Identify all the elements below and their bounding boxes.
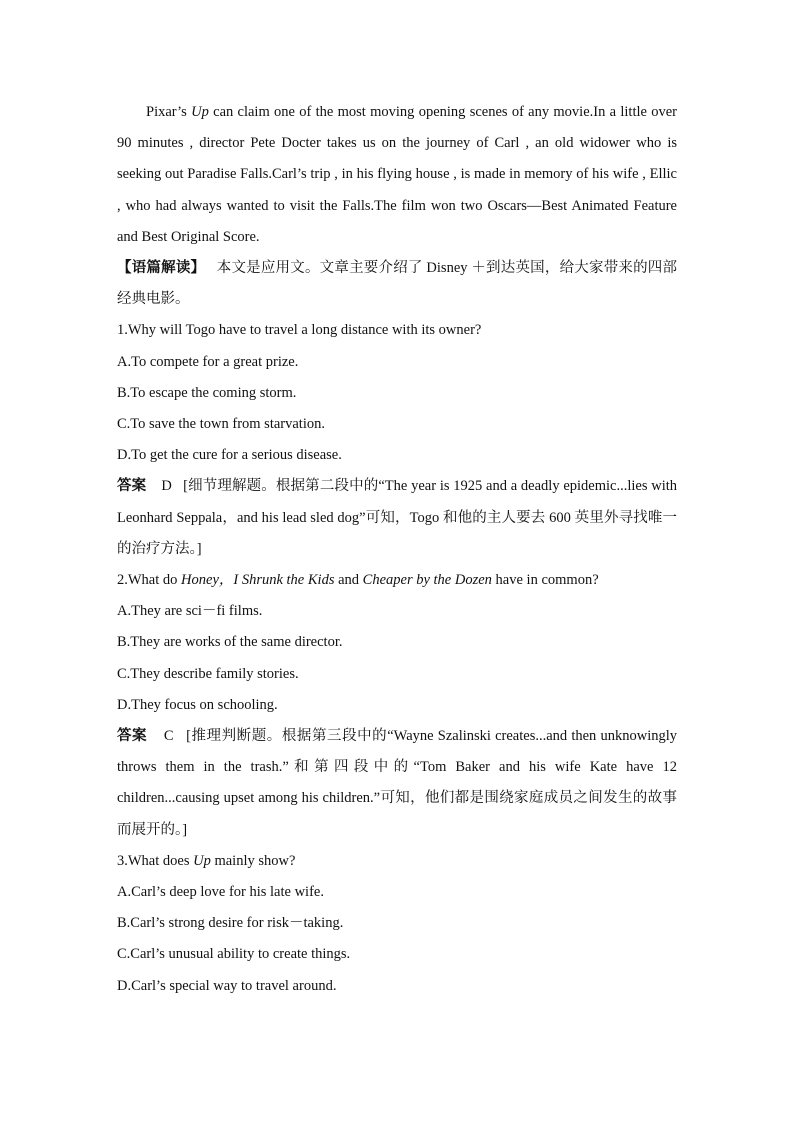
answer-label: 答案 bbox=[117, 478, 147, 495]
answer-explanation: [推理判断题。根据第三段中的“Wayne Szalinski creates...and then unknowingly throws them in the trash.”和第四段中的“Tom Baker and his wife Kate have 12 children...causing upset among his children.”可知，他们都是围绕家庭成员之间发生的故事而展开的。] bbox=[117, 728, 678, 838]
question-3-option-d: D.Carl’s special way to travel around. bbox=[117, 977, 337, 994]
question-3-stem bbox=[117, 846, 677, 877]
question-1-option-b: B.To escape the coming storm. bbox=[117, 384, 297, 401]
interpretation-label: 【语篇解读】 bbox=[117, 260, 206, 277]
question-2-option-c: C.They describe family stories. bbox=[117, 665, 299, 682]
movie-title-honey: Honey，I Shrunk the Kids bbox=[181, 572, 335, 589]
question-2-answer bbox=[117, 721, 677, 846]
interpretation-paragraph bbox=[117, 253, 677, 315]
question-1-answer bbox=[117, 471, 677, 565]
question-3-option-b: B.Carl’s strong desire for risk－taking. bbox=[117, 915, 344, 932]
passage-intro-rest: can claim one of the most moving opening scenes of any movie.In a little over 90 minutes , director Pete Docter takes us on the journey of Carl , an old widower who is seeking out Paradise Falls.Carl’s trip , in his flying house , is made in memory of his wife , Ellic , who had always wanted to visit the Falls.The film won two Oscars—Best Animated Feature and Best Original Score. bbox=[117, 104, 677, 245]
question-2-option-b: B.They are works of the same director. bbox=[117, 634, 343, 651]
movie-title-up: Up bbox=[193, 852, 211, 869]
question-3-option-a: A.Carl’s deep love for his late wife. bbox=[117, 884, 324, 901]
answer-letter: C bbox=[163, 728, 174, 745]
answer-explanation: [细节理解题。根据第二段中的“The year is 1925 and a deadly epidemic...lies with Leonhard Seppala，and his lead sled dog”可知，Togo 和他的主人要去 600 英里外寻找唯一的治疗方法。] bbox=[117, 478, 678, 557]
question-2-stem bbox=[117, 565, 677, 596]
question-3-option-c: C.Carl’s unusual ability to create things. bbox=[117, 946, 351, 963]
question-1-stem: 1.Why will Togo have to travel a long distance with its owner? bbox=[117, 322, 482, 339]
question-3-stem-post: mainly show? bbox=[210, 852, 296, 869]
question-3-stem-pre: 3.What does bbox=[117, 852, 194, 869]
question-1-option-a: A.To compete for a great prize. bbox=[117, 353, 299, 370]
passage-intro-pre: Pixar’s bbox=[146, 104, 192, 120]
movie-title-cheaper: Cheaper by the Dozen bbox=[362, 572, 492, 589]
question-1-option-d: D.To get the cure for a serious disease. bbox=[117, 447, 342, 464]
question-1-option-c: C.To save the town from starvation. bbox=[117, 416, 325, 433]
question-2-option-a: A.They are sci－fi films. bbox=[117, 603, 263, 620]
question-2-stem-mid: and bbox=[334, 572, 363, 589]
movie-title-up: Up bbox=[191, 104, 209, 120]
question-2-stem-post: have in common? bbox=[491, 572, 599, 589]
interpretation-text: 本文是应用文。文章主要介绍了 Disney ＋到达英国，给大家带来的四部经典电影。 bbox=[117, 260, 678, 308]
answer-label: 答案 bbox=[117, 728, 148, 745]
document-page bbox=[117, 97, 677, 1002]
question-2-stem-pre: 2.What do bbox=[117, 572, 182, 589]
passage-paragraph bbox=[117, 97, 677, 253]
question-2-option-d: D.They focus on schooling. bbox=[117, 696, 278, 713]
answer-letter: D bbox=[161, 478, 172, 495]
